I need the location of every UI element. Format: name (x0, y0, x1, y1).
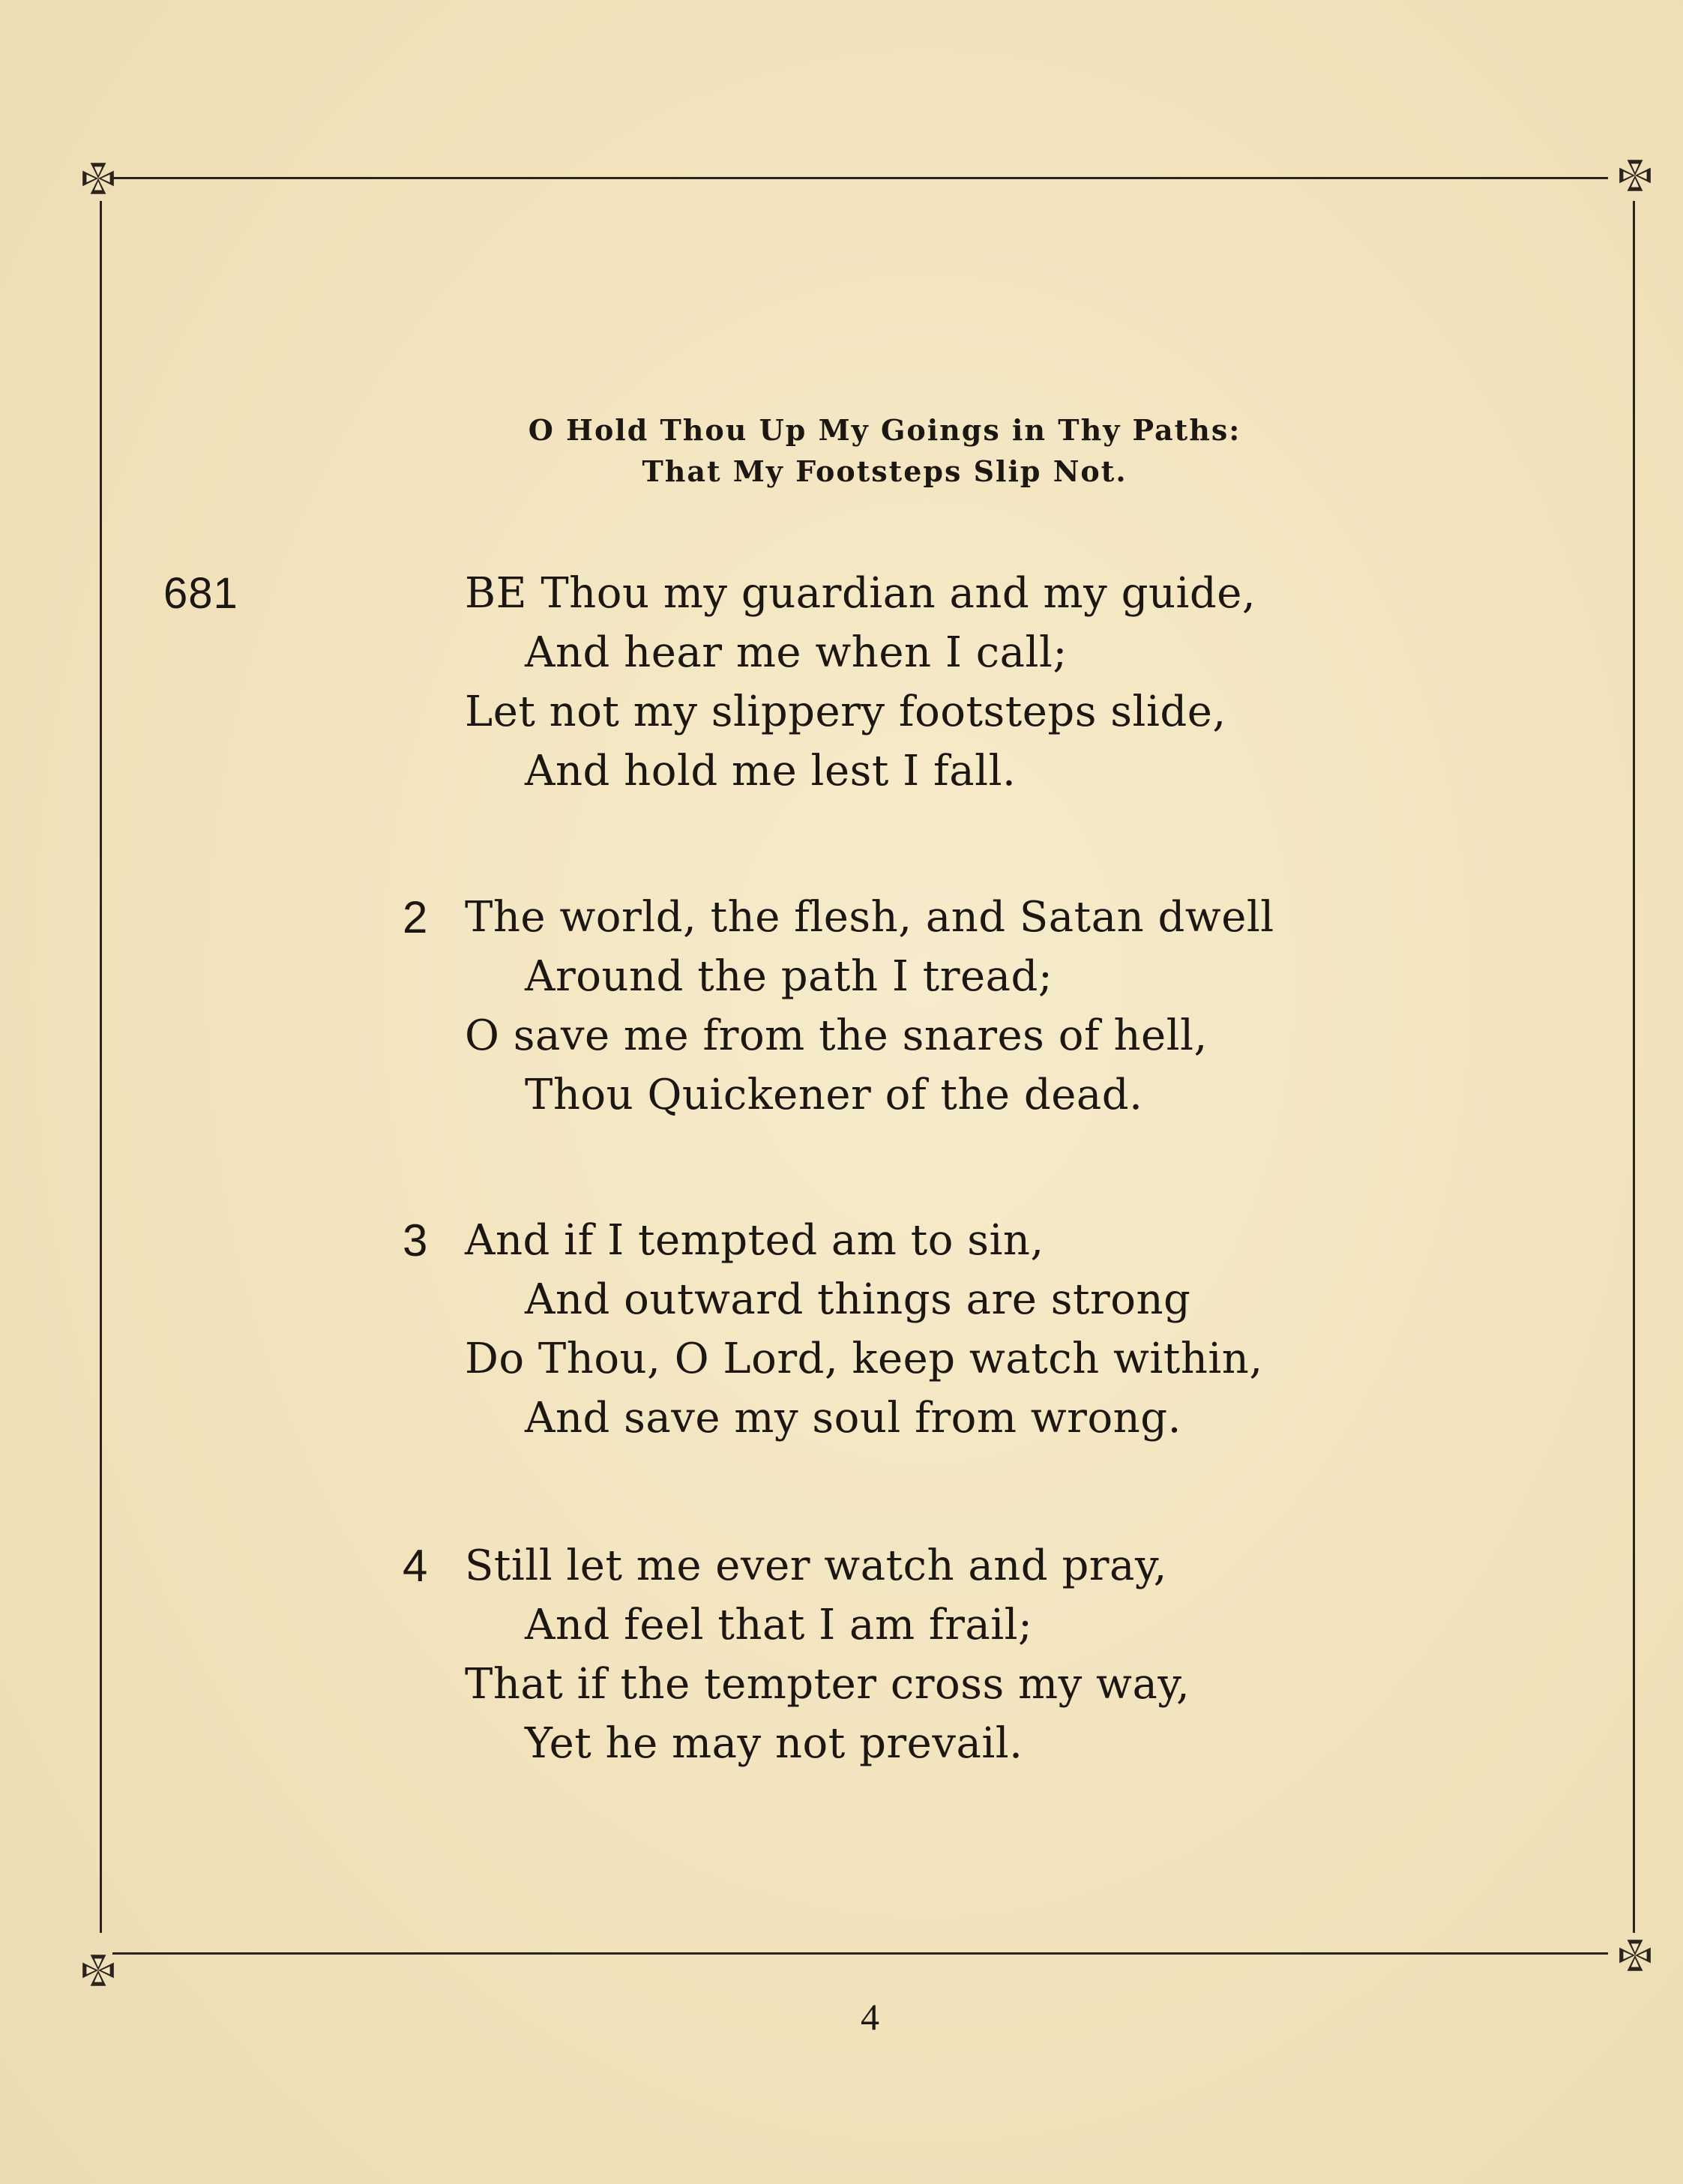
verse-line: Thou Quickener of the dead. (525, 1071, 1143, 1119)
maltese-cross-icon (79, 1951, 118, 1990)
stanza-number: 3 (403, 1215, 428, 1266)
stanza-number: 4 (403, 1541, 428, 1591)
verse-line: And if I tempted am to sin, (465, 1216, 1044, 1265)
hymn-number: 681 (163, 569, 238, 618)
verse-line: Yet he may not prevail. (525, 1719, 1023, 1768)
verse-line: And outward things are strong (525, 1275, 1191, 1324)
hymn-heading-line-1: O Hold Thou Up My Goings in Thy Paths: (528, 413, 1241, 447)
maltese-cross-icon (1616, 1936, 1655, 1975)
verse-line: And feel that I am frail; (525, 1601, 1033, 1649)
stanza-number: 2 (403, 892, 428, 942)
maltese-cross-icon (79, 159, 118, 198)
verse-line: That if the tempter cross my way, (465, 1660, 1190, 1709)
verse-line: And hear me when I call; (525, 628, 1068, 677)
verse-line: And hold me lest I fall. (525, 747, 1017, 795)
verse-line: Around the path I tread; (525, 952, 1053, 1001)
verse-line: The world, the flesh, and Satan dwell (465, 893, 1274, 942)
page-number: 4 (861, 1996, 879, 2038)
verse-line: Do Thou, O Lord, keep watch within, (465, 1335, 1263, 1383)
verse-line: BE Thou my guardian and my guide, (465, 569, 1256, 618)
frame-top-rule (112, 177, 1608, 179)
maltese-cross-icon (1616, 156, 1655, 195)
verse-line: O save me from the snares of hell, (465, 1011, 1208, 1060)
stanza-2 (403, 888, 1364, 1125)
frame-right-rule (1633, 201, 1635, 1933)
stanza-1 (465, 564, 1364, 801)
stanza-3 (403, 1211, 1364, 1448)
frame-left-rule (100, 201, 102, 1933)
verse-line: And save my soul from wrong. (525, 1394, 1181, 1443)
frame-bottom-rule (112, 1952, 1608, 1955)
verse-line: Still let me ever watch and pray, (465, 1541, 1167, 1590)
hymn-heading-line-2: That My Footsteps Slip Not. (642, 454, 1127, 488)
verse-line: Let not my slippery footsteps slide, (465, 688, 1226, 736)
stanza-4 (403, 1536, 1364, 1773)
